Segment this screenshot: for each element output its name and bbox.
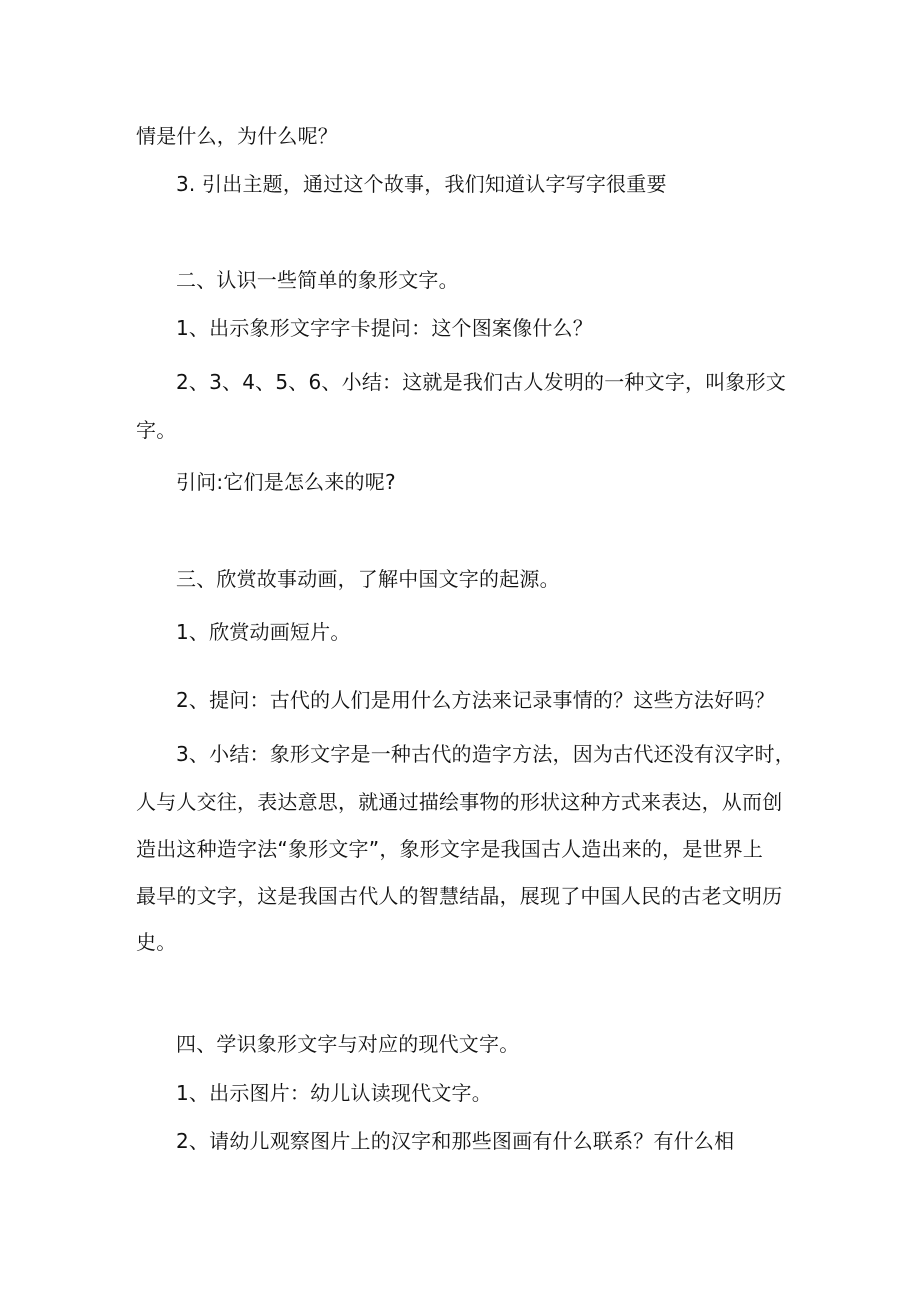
text-line: 1、欣赏动画短片。 — [176, 620, 351, 644]
text-line: 1、出示图片：幼儿认读现代文字。 — [176, 1081, 492, 1105]
text-line: 最早的文字，这是我国古代人的智慧结晶，展现了中国人民的古老文明历 — [136, 884, 783, 908]
section-heading: 二、认识一些简单的象形文字。 — [176, 268, 459, 292]
text-line: 2、请幼儿观察图片上的汉字和那些图画有什么联系？有什么相 — [176, 1129, 735, 1153]
text-line: 3. 引出主题，通过这个故事，我们知道认字写字很重要 — [176, 172, 667, 196]
text-line: 字。 — [136, 418, 177, 442]
section-heading: 四、学识象形文字与对应的现代文字。 — [176, 1032, 520, 1056]
text-line: 2、3、4、5、6、小结：这就是我们古人发明的一种文字，叫象形文 — [176, 370, 787, 394]
text-line: 引问:它们是怎么来的呢? — [176, 470, 396, 494]
text-line: 情是什么，为什么呢？ — [136, 124, 338, 148]
text-line: 2、提问：古代的人们是用什么方法来记录事情的？这些方法好吗？ — [176, 688, 775, 712]
text-line: 人与人交往，表达意思，就通过描绘事物的形状这种方式来表达，从而创 — [136, 790, 783, 814]
text-line: 造出这种造字法“象形文字”，象形文字是我国古人造出来的，是世界上 — [136, 837, 764, 861]
text-line: 史。 — [136, 930, 177, 954]
text-line: 3、小结：象形文字是一种古代的造字方法，因为古代还没有汉字时， — [176, 742, 795, 766]
section-heading: 三、欣赏故事动画，了解中国文字的起源。 — [176, 567, 560, 591]
text-line: 1、出示象形文字字卡提问：这个图案像什么？ — [176, 316, 593, 340]
